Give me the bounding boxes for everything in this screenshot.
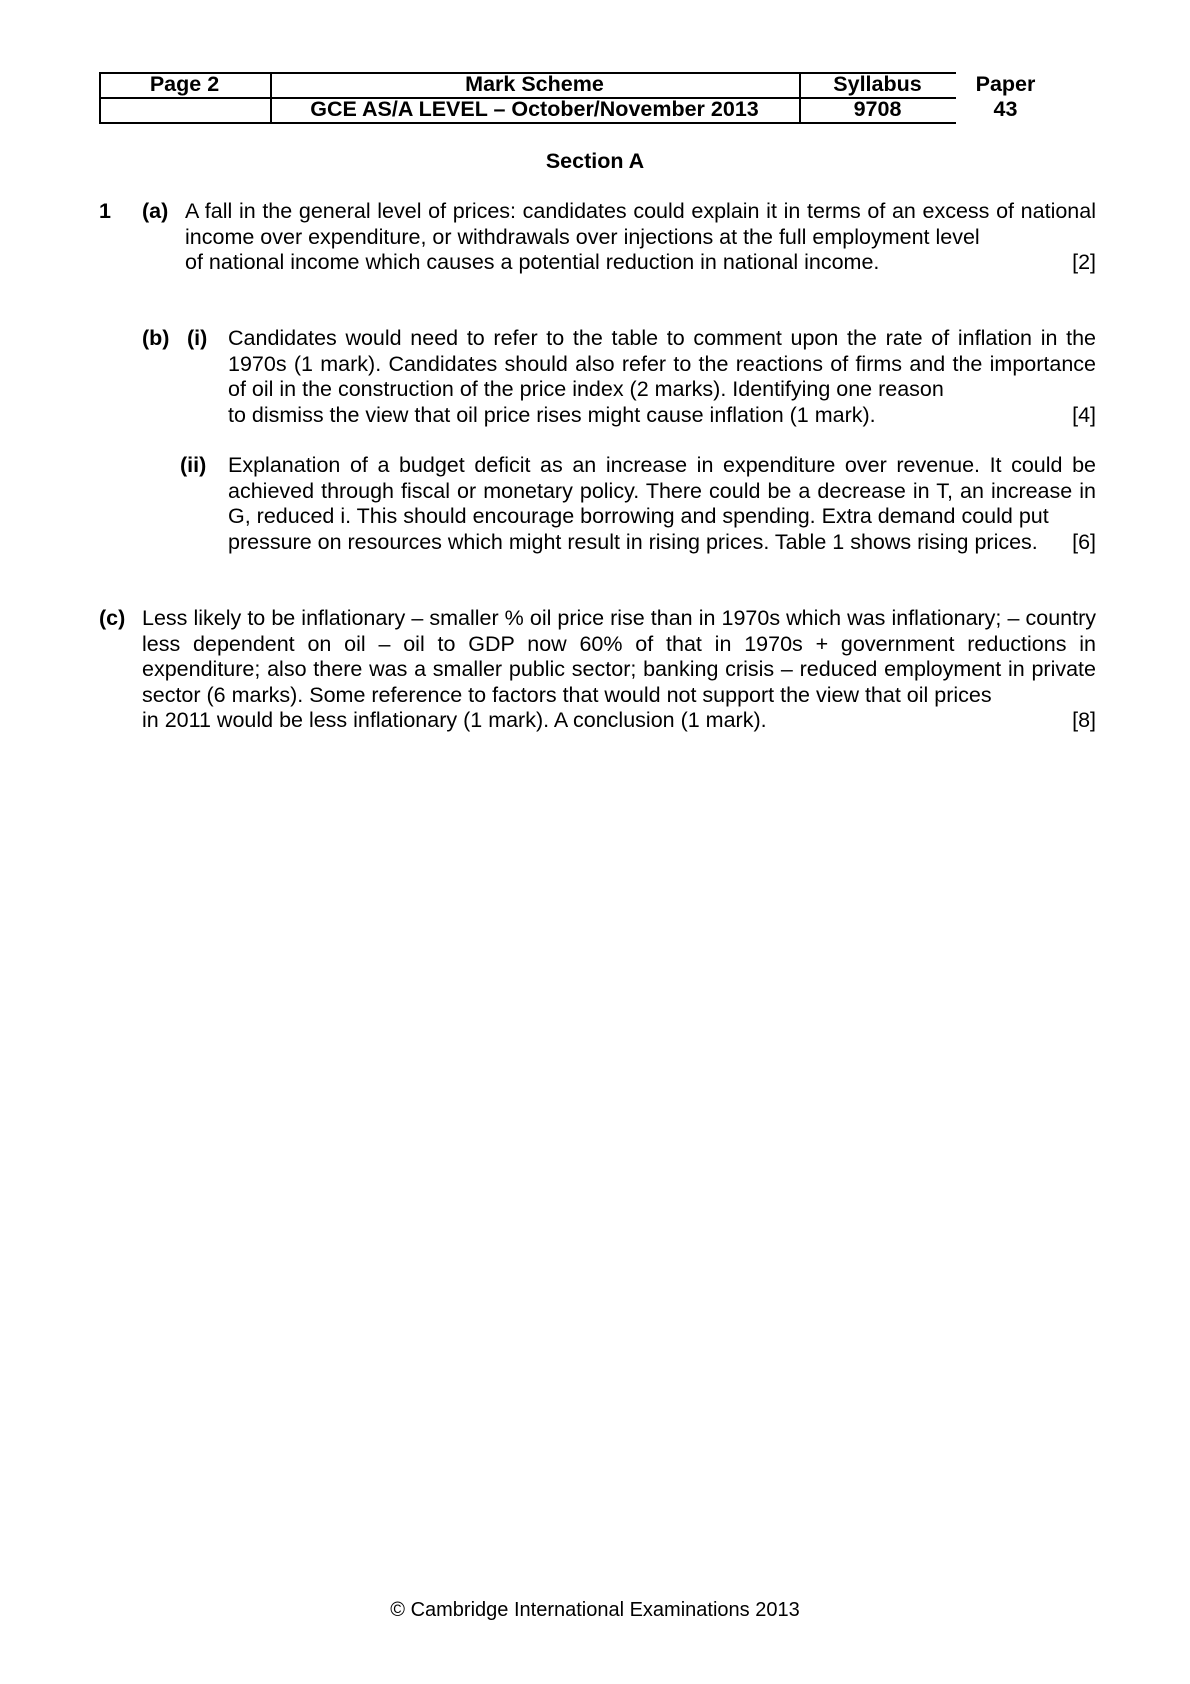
header-table	[99, 72, 1055, 124]
syllabus-code: 9708	[853, 97, 902, 121]
part-b-ii-mark: [6]	[1072, 529, 1096, 554]
paper-label: Paper	[975, 72, 1036, 96]
part-b-label: (b)	[142, 326, 170, 350]
copyright-footer: © Cambridge International Examinations 2013	[390, 1599, 800, 1621]
part-b-i-body: Candidates would need to refer to the table to comment upon the rate of inflation in the 1970s (1 mark). Candidates should also refer to the reactions of firms and the importance of oil in the construction of the price index (2 marks). Identifying one reason	[228, 326, 1096, 401]
document-title: Mark Scheme	[465, 72, 604, 96]
part-b-ii-body: Explanation of a budget deficit as an increase in expenditure over revenue. It could be achieved through fiscal or monetary policy. There could be a decrease in T, an increase in G, reduced i. This should encourage borrowing and spending. Extra demand could put	[228, 453, 1096, 528]
paper-number: 43	[993, 97, 1018, 121]
page-number: Page 2	[149, 72, 220, 96]
part-a-last-line: of national income which causes a potential reduction in national income.	[185, 250, 880, 274]
part-b-i-text	[228, 326, 1096, 428]
part-c-mark: [8]	[1072, 708, 1096, 732]
part-c-text	[142, 606, 1096, 734]
part-c-label: (c)	[99, 606, 126, 630]
part-b-i-mark: [4]	[1072, 402, 1096, 427]
part-c-body: Less likely to be inflationary – smaller % oil price rise than in 1970s which was inflationary; – country less dependent on oil – oil to GDP now 60% of that in 1970s + government reductions in expenditure; also there was a smaller public sector; banking crisis – reduced employment in private sector (6 marks). Some reference to factors that would not support the view that oil prices	[142, 606, 1096, 707]
part-b-ii-text	[228, 453, 1096, 555]
part-b-ii-last-line: pressure on resources which might result in rising prices. Table 1 shows rising prices.	[228, 529, 1038, 554]
part-a-label: (a)	[142, 199, 169, 223]
part-a-mark: [2]	[1072, 250, 1096, 274]
part-a-text	[185, 199, 1096, 276]
question-number: 1	[99, 199, 111, 223]
part-b-ii-label: (ii)	[180, 453, 207, 477]
syllabus-label: Syllabus	[833, 72, 922, 96]
part-b-i-label: (i)	[187, 326, 208, 350]
section-title: Section A	[545, 149, 645, 173]
part-a-body: A fall in the general level of prices: candidates could explain it in terms of an excess of national income over expenditure, or withdrawals over injections at the full employment level	[185, 199, 1096, 249]
part-b-i-last-line: to dismiss the view that oil price rises might cause inflation (1 mark).	[228, 402, 876, 427]
part-c-last-line: in 2011 would be less inflationary (1 mark). A conclusion (1 mark).	[142, 708, 767, 732]
exam-session: GCE AS/A LEVEL – October/November 2013	[310, 97, 759, 121]
